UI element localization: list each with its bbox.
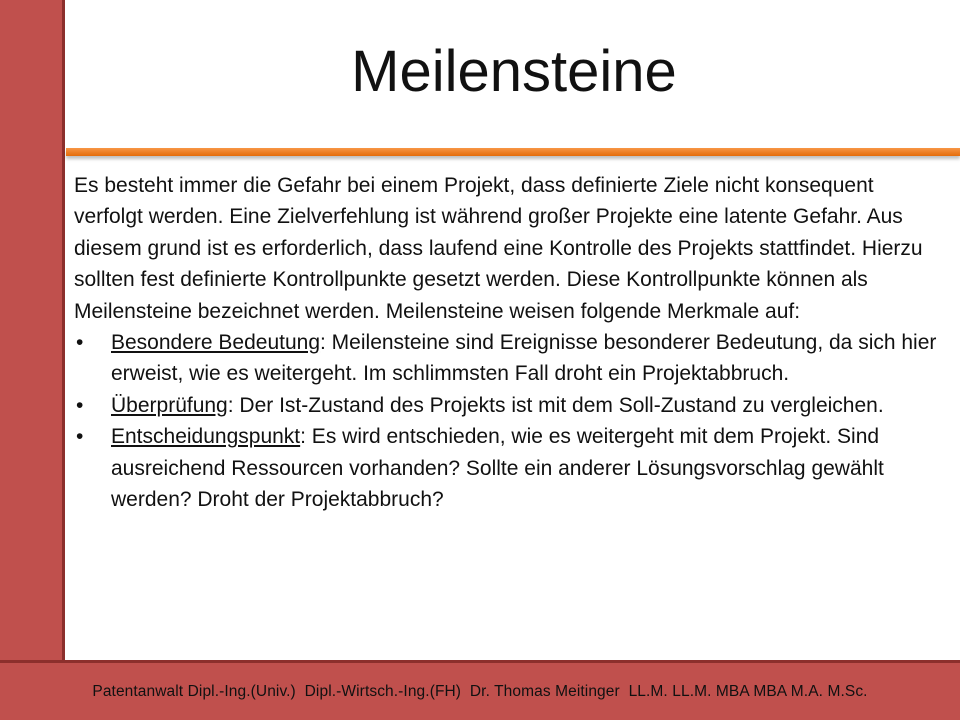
bullet-icon: •: [76, 331, 84, 355]
slide-title: Meilensteine: [351, 39, 677, 104]
term-besondere-bedeutung: Besondere Bedeutung: [111, 331, 321, 355]
intro-paragraph: Es besteht immer die Gefahr bei einem Projekt, dass definierte Ziele nicht konsequent verfolgt werden. Eine Zielverfehlung ist während großer Projekte eine latente Gefahr. Aus diesem grund ist es erforderlich, dass laufend eine Kontrolle des Projekts stattfindet. Hierzu sollten fest definierte Kontrollpunkte gesetzt werden. Diese Kontrollpunkte können als Meilensteine bezeichnet werden. Meilensteine weisen folgende Merkmale auf:: [74, 174, 923, 323]
list-item: [74, 390, 940, 421]
milestone-features-list: [74, 327, 940, 515]
title-divider: [66, 148, 960, 156]
footer-author: Patentanwalt Dipl.-Ing.(Univ.) Dipl.-Wirtsch.-Ing.(FH) Dr. Thomas Meitinger LL.M. LL.M. MBA MBA M.A. M.Sc.: [92, 682, 868, 700]
term-entscheidungspunkt: Entscheidungspunkt: [111, 425, 301, 449]
left-accent-bar: [0, 0, 65, 660]
bullet-icon: •: [76, 425, 84, 449]
bullet-icon: •: [76, 393, 84, 417]
term-ueberpruefung: Überprüfung: [111, 393, 228, 417]
point-text: : Es wird entschieden, wie es weitergeht mit dem Projekt. Sind ausreichend Ressourcen vorhanden? Sollte ein anderer Lösungsvorschlag gewählt werden? Droht der Projektabbruch?: [111, 425, 884, 512]
footer-bar: [0, 660, 960, 720]
slide-body: [74, 170, 940, 515]
point-text: : Meilensteine sind Ereignisse besonderer Bedeutung, da sich hier erweist, wie es weitergeht. Im schlimmsten Fall droht ein Projektabbruch.: [111, 331, 937, 386]
list-item: [74, 327, 940, 390]
point-text: : Der Ist-Zustand des Projekts ist mit dem Soll-Zustand zu vergleichen.: [227, 393, 884, 417]
list-item: [74, 421, 940, 515]
